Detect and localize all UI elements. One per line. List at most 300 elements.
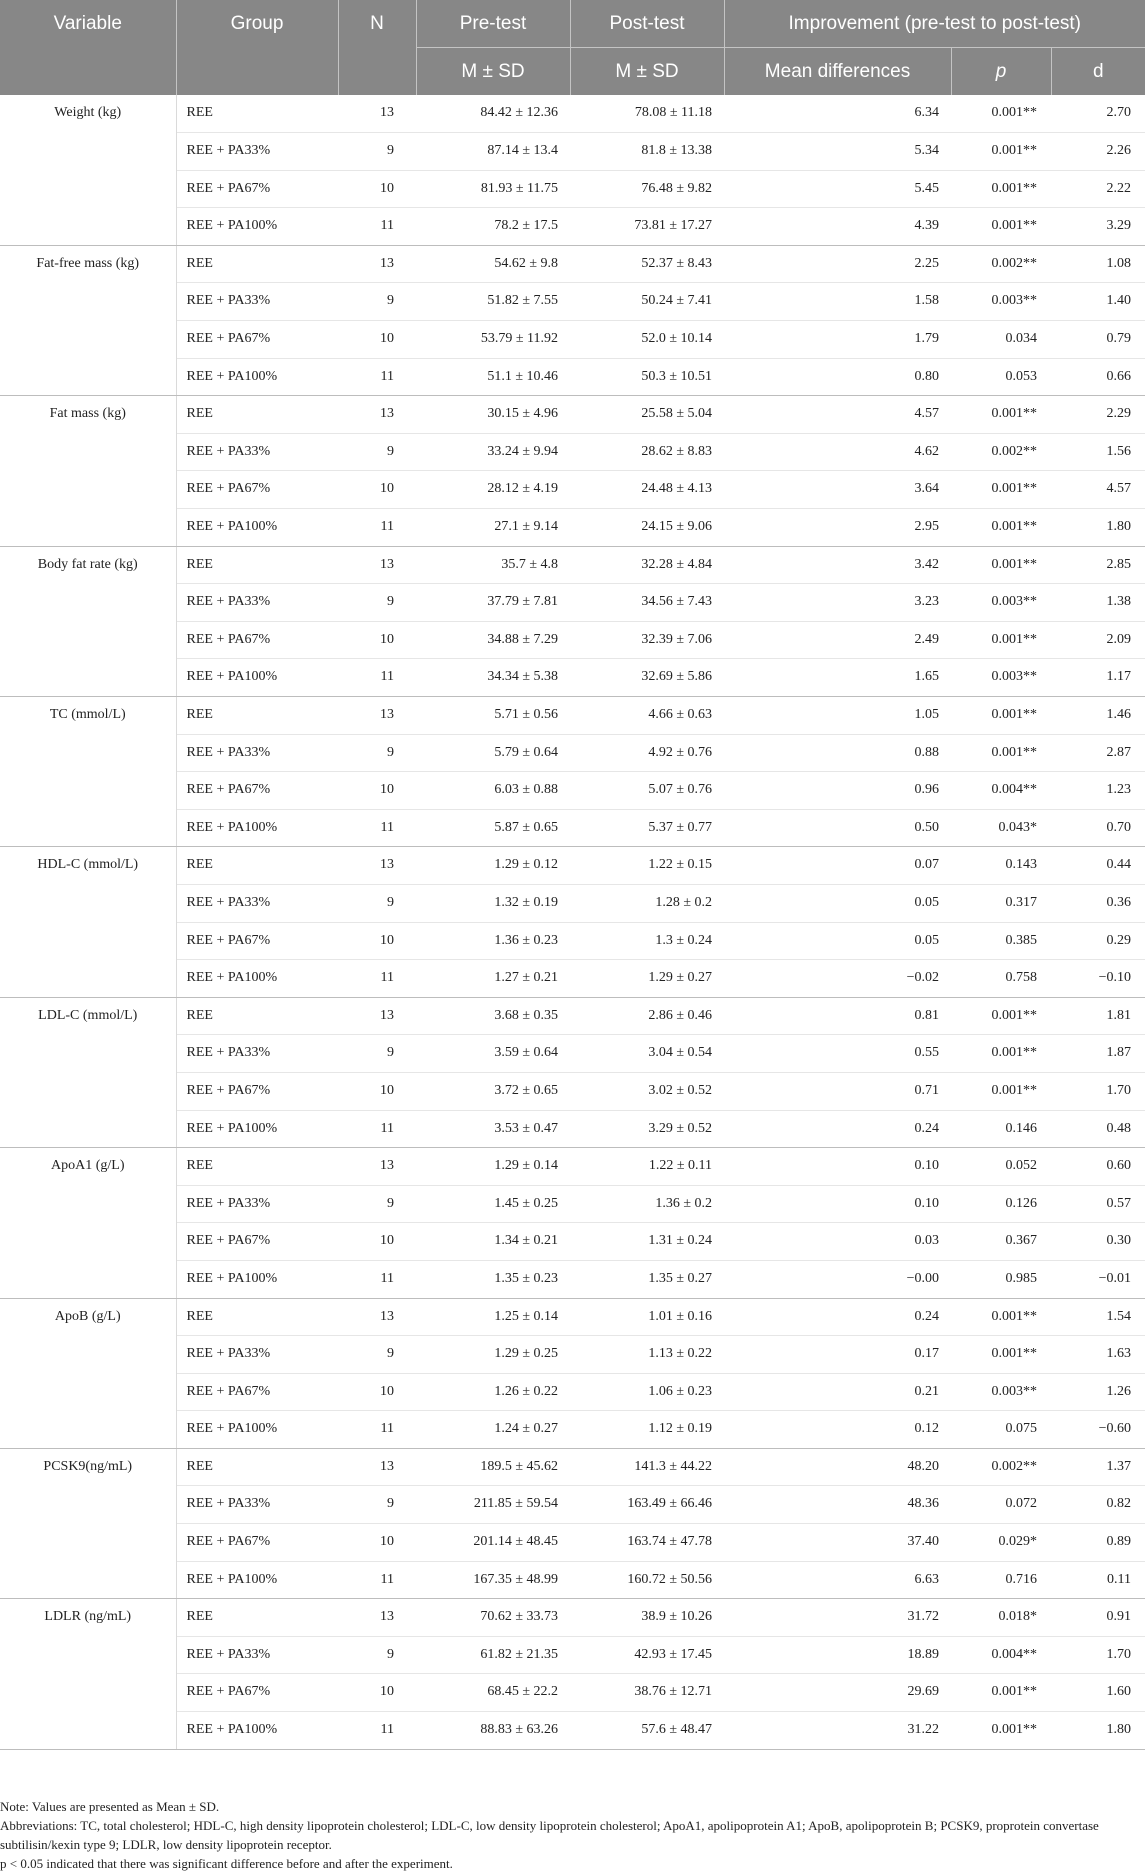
group-cell: REE bbox=[176, 1148, 338, 1186]
pre-test-cell: 167.35 ± 48.99 bbox=[416, 1561, 570, 1599]
group-cell: REE bbox=[176, 95, 338, 133]
p-value-cell: 0.034 bbox=[951, 321, 1051, 359]
group-cell: REE + PA33% bbox=[176, 433, 338, 471]
mean-diff-cell: −0.02 bbox=[724, 960, 951, 998]
group-cell: REE + PA100% bbox=[176, 358, 338, 396]
post-test-cell: 28.62 ± 8.83 bbox=[570, 433, 724, 471]
mean-diff-cell: 0.50 bbox=[724, 809, 951, 847]
effect-size-cell: −0.10 bbox=[1051, 960, 1145, 998]
pre-test-cell: 3.72 ± 0.65 bbox=[416, 1072, 570, 1110]
group-cell: REE + PA67% bbox=[176, 922, 338, 960]
p-value-cell: 0.001** bbox=[951, 95, 1051, 133]
p-value-cell: 0.001** bbox=[951, 170, 1051, 208]
effect-size-cell: 0.91 bbox=[1051, 1599, 1145, 1637]
pre-test-cell: 54.62 ± 9.8 bbox=[416, 245, 570, 283]
mean-diff-cell: 0.12 bbox=[724, 1411, 951, 1449]
effect-size-cell: 1.40 bbox=[1051, 283, 1145, 321]
post-test-cell: 73.81 ± 17.27 bbox=[570, 208, 724, 246]
group-cell: REE bbox=[176, 1599, 338, 1637]
mean-diff-cell: 4.39 bbox=[724, 208, 951, 246]
mean-diff-cell: 0.55 bbox=[724, 1035, 951, 1073]
post-test-cell: 24.48 ± 4.13 bbox=[570, 471, 724, 509]
post-test-cell: 5.07 ± 0.76 bbox=[570, 772, 724, 810]
post-test-cell: 2.86 ± 0.46 bbox=[570, 997, 724, 1035]
pre-test-cell: 1.29 ± 0.12 bbox=[416, 847, 570, 885]
p-value-cell: 0.001** bbox=[951, 208, 1051, 246]
mean-diff-cell: 0.24 bbox=[724, 1298, 951, 1336]
header-group: Group bbox=[176, 0, 338, 48]
post-test-cell: 25.58 ± 5.04 bbox=[570, 396, 724, 434]
mean-diff-cell: 0.07 bbox=[724, 847, 951, 885]
pre-test-cell: 3.59 ± 0.64 bbox=[416, 1035, 570, 1073]
effect-size-cell: 0.60 bbox=[1051, 1148, 1145, 1186]
variable-cell: Fat-free mass (kg) bbox=[0, 245, 176, 395]
post-test-cell: 3.02 ± 0.52 bbox=[570, 1072, 724, 1110]
mean-diff-cell: 31.22 bbox=[724, 1712, 951, 1750]
n-cell: 11 bbox=[338, 960, 416, 998]
post-test-cell: 163.49 ± 66.46 bbox=[570, 1486, 724, 1524]
table-row bbox=[0, 1448, 1145, 1486]
n-cell: 10 bbox=[338, 170, 416, 208]
subheader-p-label: p bbox=[995, 60, 1007, 82]
p-value-cell: 0.004** bbox=[951, 772, 1051, 810]
p-value-cell: 0.052 bbox=[951, 1148, 1051, 1186]
pre-test-cell: 51.1 ± 10.46 bbox=[416, 358, 570, 396]
effect-size-cell: 1.46 bbox=[1051, 697, 1145, 735]
group-cell: REE + PA33% bbox=[176, 1486, 338, 1524]
variable-cell: HDL-C (mmol/L) bbox=[0, 847, 176, 997]
pre-test-cell: 84.42 ± 12.36 bbox=[416, 95, 570, 133]
n-cell: 13 bbox=[338, 847, 416, 885]
group-cell: REE + PA67% bbox=[176, 321, 338, 359]
pre-test-cell: 1.34 ± 0.21 bbox=[416, 1223, 570, 1261]
pre-test-cell: 6.03 ± 0.88 bbox=[416, 772, 570, 810]
mean-diff-cell: 0.96 bbox=[724, 772, 951, 810]
mean-diff-cell: 1.79 bbox=[724, 321, 951, 359]
mean-diff-cell: 2.25 bbox=[724, 245, 951, 283]
mean-diff-cell: 48.20 bbox=[724, 1448, 951, 1486]
subheader-pre-msd: M ± SD bbox=[416, 48, 570, 96]
group-cell: REE bbox=[176, 245, 338, 283]
n-cell: 13 bbox=[338, 997, 416, 1035]
post-test-cell: 32.39 ± 7.06 bbox=[570, 621, 724, 659]
effect-size-cell: 1.37 bbox=[1051, 1448, 1145, 1486]
n-cell: 13 bbox=[338, 697, 416, 735]
pre-test-cell: 30.15 ± 4.96 bbox=[416, 396, 570, 434]
pre-test-cell: 1.27 ± 0.21 bbox=[416, 960, 570, 998]
n-cell: 9 bbox=[338, 584, 416, 622]
n-cell: 10 bbox=[338, 1072, 416, 1110]
n-cell: 11 bbox=[338, 1561, 416, 1599]
effect-size-cell: 1.54 bbox=[1051, 1298, 1145, 1336]
group-cell: REE + PA100% bbox=[176, 960, 338, 998]
mean-diff-cell: 3.23 bbox=[724, 584, 951, 622]
group-cell: REE + PA100% bbox=[176, 1110, 338, 1148]
n-cell: 13 bbox=[338, 546, 416, 584]
post-test-cell: 1.13 ± 0.22 bbox=[570, 1336, 724, 1374]
n-cell: 11 bbox=[338, 809, 416, 847]
mean-diff-cell: 37.40 bbox=[724, 1524, 951, 1562]
n-cell: 11 bbox=[338, 659, 416, 697]
n-cell: 9 bbox=[338, 884, 416, 922]
header-post-test: Post-test bbox=[570, 0, 724, 48]
n-cell: 11 bbox=[338, 1260, 416, 1298]
pre-test-cell: 88.83 ± 63.26 bbox=[416, 1712, 570, 1750]
pre-test-cell: 5.79 ± 0.64 bbox=[416, 734, 570, 772]
group-cell: REE + PA67% bbox=[176, 1072, 338, 1110]
table-body bbox=[0, 95, 1145, 1749]
group-cell: REE + PA33% bbox=[176, 1035, 338, 1073]
post-test-cell: 38.9 ± 10.26 bbox=[570, 1599, 724, 1637]
pre-test-cell: 70.62 ± 33.73 bbox=[416, 1599, 570, 1637]
post-test-cell: 1.31 ± 0.24 bbox=[570, 1223, 724, 1261]
post-test-cell: 1.22 ± 0.11 bbox=[570, 1148, 724, 1186]
p-value-cell: 0.003** bbox=[951, 584, 1051, 622]
pre-test-cell: 53.79 ± 11.92 bbox=[416, 321, 570, 359]
group-cell: REE + PA67% bbox=[176, 772, 338, 810]
effect-size-cell: 2.85 bbox=[1051, 546, 1145, 584]
post-test-cell: 1.29 ± 0.27 bbox=[570, 960, 724, 998]
p-value-cell: 0.146 bbox=[951, 1110, 1051, 1148]
p-value-cell: 0.001** bbox=[951, 471, 1051, 509]
p-value-cell: 0.367 bbox=[951, 1223, 1051, 1261]
post-test-cell: 1.01 ± 0.16 bbox=[570, 1298, 724, 1336]
variable-cell: Weight (kg) bbox=[0, 95, 176, 245]
header-row bbox=[0, 0, 1145, 48]
subheader-blank-variable bbox=[0, 48, 176, 96]
pre-test-cell: 37.79 ± 7.81 bbox=[416, 584, 570, 622]
post-test-cell: 141.3 ± 44.22 bbox=[570, 1448, 724, 1486]
n-cell: 13 bbox=[338, 1298, 416, 1336]
group-cell: REE + PA33% bbox=[176, 1636, 338, 1674]
group-cell: REE + PA67% bbox=[176, 1373, 338, 1411]
n-cell: 11 bbox=[338, 1712, 416, 1750]
group-cell: REE + PA33% bbox=[176, 133, 338, 171]
table-row bbox=[0, 997, 1145, 1035]
post-test-cell: 1.3 ± 0.24 bbox=[570, 922, 724, 960]
pre-test-cell: 81.93 ± 11.75 bbox=[416, 170, 570, 208]
n-cell: 10 bbox=[338, 922, 416, 960]
n-cell: 13 bbox=[338, 396, 416, 434]
subheader-d: d bbox=[1051, 48, 1145, 96]
mean-diff-cell: 0.71 bbox=[724, 1072, 951, 1110]
post-test-cell: 3.04 ± 0.54 bbox=[570, 1035, 724, 1073]
subheader-row bbox=[0, 48, 1145, 96]
effect-size-cell: 0.36 bbox=[1051, 884, 1145, 922]
p-value-cell: 0.001** bbox=[951, 1298, 1051, 1336]
n-cell: 9 bbox=[338, 1486, 416, 1524]
variable-cell: PCSK9(ng/mL) bbox=[0, 1448, 176, 1598]
n-cell: 11 bbox=[338, 1110, 416, 1148]
mean-diff-cell: 5.34 bbox=[724, 133, 951, 171]
p-value-cell: 0.003** bbox=[951, 1373, 1051, 1411]
n-cell: 13 bbox=[338, 95, 416, 133]
mean-diff-cell: 1.58 bbox=[724, 283, 951, 321]
note-values: Note: Values are presented as Mean ± SD. bbox=[0, 1799, 220, 1814]
variable-cell: ApoB (g/L) bbox=[0, 1298, 176, 1448]
effect-size-cell: 2.70 bbox=[1051, 95, 1145, 133]
group-cell: REE + PA33% bbox=[176, 283, 338, 321]
p-value-cell: 0.018* bbox=[951, 1599, 1051, 1637]
table-row bbox=[0, 1148, 1145, 1186]
mean-diff-cell: 4.57 bbox=[724, 396, 951, 434]
post-test-cell: 32.69 ± 5.86 bbox=[570, 659, 724, 697]
mean-diff-cell: 0.03 bbox=[724, 1223, 951, 1261]
pre-test-cell: 3.68 ± 0.35 bbox=[416, 997, 570, 1035]
p-value-cell: 0.003** bbox=[951, 283, 1051, 321]
pre-test-cell: 211.85 ± 59.54 bbox=[416, 1486, 570, 1524]
group-cell: REE + PA33% bbox=[176, 734, 338, 772]
n-cell: 9 bbox=[338, 133, 416, 171]
post-test-cell: 42.93 ± 17.45 bbox=[570, 1636, 724, 1674]
effect-size-cell: 1.60 bbox=[1051, 1674, 1145, 1712]
effect-size-cell: 0.57 bbox=[1051, 1185, 1145, 1223]
p-value-cell: 0.053 bbox=[951, 358, 1051, 396]
n-cell: 11 bbox=[338, 509, 416, 547]
effect-size-cell: 0.70 bbox=[1051, 809, 1145, 847]
p-value-cell: 0.716 bbox=[951, 1561, 1051, 1599]
mean-diff-cell: 0.17 bbox=[724, 1336, 951, 1374]
header-pre-test: Pre-test bbox=[416, 0, 570, 48]
subheader-blank-group bbox=[176, 48, 338, 96]
effect-size-cell: 1.56 bbox=[1051, 433, 1145, 471]
group-cell: REE + PA67% bbox=[176, 471, 338, 509]
post-test-cell: 5.37 ± 0.77 bbox=[570, 809, 724, 847]
pre-test-cell: 1.45 ± 0.25 bbox=[416, 1185, 570, 1223]
p-value-cell: 0.029* bbox=[951, 1524, 1051, 1562]
n-cell: 10 bbox=[338, 772, 416, 810]
post-test-cell: 1.35 ± 0.27 bbox=[570, 1260, 724, 1298]
p-value-cell: 0.002** bbox=[951, 1448, 1051, 1486]
effect-size-cell: 1.23 bbox=[1051, 772, 1145, 810]
effect-size-cell: 0.29 bbox=[1051, 922, 1145, 960]
pre-test-cell: 1.24 ± 0.27 bbox=[416, 1411, 570, 1449]
group-cell: REE + PA67% bbox=[176, 1223, 338, 1261]
p-value-cell: 0.001** bbox=[951, 1072, 1051, 1110]
effect-size-cell: 2.29 bbox=[1051, 396, 1145, 434]
pre-test-cell: 201.14 ± 48.45 bbox=[416, 1524, 570, 1562]
mean-diff-cell: 29.69 bbox=[724, 1674, 951, 1712]
n-cell: 9 bbox=[338, 283, 416, 321]
pre-test-cell: 34.88 ± 7.29 bbox=[416, 621, 570, 659]
variable-cell: LDL-C (mmol/L) bbox=[0, 997, 176, 1147]
effect-size-cell: 2.22 bbox=[1051, 170, 1145, 208]
mean-diff-cell: 0.21 bbox=[724, 1373, 951, 1411]
mean-diff-cell: 48.36 bbox=[724, 1486, 951, 1524]
mean-diff-cell: 0.24 bbox=[724, 1110, 951, 1148]
post-test-cell: 24.15 ± 9.06 bbox=[570, 509, 724, 547]
post-test-cell: 50.24 ± 7.41 bbox=[570, 283, 724, 321]
mean-diff-cell: 18.89 bbox=[724, 1636, 951, 1674]
group-cell: REE + PA67% bbox=[176, 170, 338, 208]
post-test-cell: 163.74 ± 47.78 bbox=[570, 1524, 724, 1562]
group-cell: REE bbox=[176, 847, 338, 885]
p-value-cell: 0.001** bbox=[951, 1035, 1051, 1073]
mean-diff-cell: 4.62 bbox=[724, 433, 951, 471]
n-cell: 13 bbox=[338, 1148, 416, 1186]
pre-test-cell: 51.82 ± 7.55 bbox=[416, 283, 570, 321]
mean-diff-cell: 1.05 bbox=[724, 697, 951, 735]
p-value-cell: 0.004** bbox=[951, 1636, 1051, 1674]
post-test-cell: 57.6 ± 48.47 bbox=[570, 1712, 724, 1750]
table-row bbox=[0, 697, 1145, 735]
p-value-cell: 0.126 bbox=[951, 1185, 1051, 1223]
effect-size-cell: 0.66 bbox=[1051, 358, 1145, 396]
mean-diff-cell: 3.64 bbox=[724, 471, 951, 509]
group-cell: REE bbox=[176, 697, 338, 735]
n-cell: 10 bbox=[338, 321, 416, 359]
pre-test-cell: 1.26 ± 0.22 bbox=[416, 1373, 570, 1411]
post-test-cell: 81.8 ± 13.38 bbox=[570, 133, 724, 171]
n-cell: 9 bbox=[338, 1185, 416, 1223]
effect-size-cell: 1.38 bbox=[1051, 584, 1145, 622]
p-value-cell: 0.003** bbox=[951, 659, 1051, 697]
p-value-cell: 0.001** bbox=[951, 1712, 1051, 1750]
variable-cell: LDLR (ng/mL) bbox=[0, 1599, 176, 1749]
post-test-cell: 50.3 ± 10.51 bbox=[570, 358, 724, 396]
p-value-cell: 0.001** bbox=[951, 509, 1051, 547]
n-cell: 11 bbox=[338, 208, 416, 246]
group-cell: REE + PA100% bbox=[176, 1411, 338, 1449]
post-test-cell: 76.48 ± 9.82 bbox=[570, 170, 724, 208]
group-cell: REE bbox=[176, 396, 338, 434]
group-cell: REE + PA100% bbox=[176, 1260, 338, 1298]
group-cell: REE bbox=[176, 1298, 338, 1336]
mean-diff-cell: 6.63 bbox=[724, 1561, 951, 1599]
post-test-cell: 1.28 ± 0.2 bbox=[570, 884, 724, 922]
post-test-cell: 160.72 ± 50.56 bbox=[570, 1561, 724, 1599]
variable-cell: TC (mmol/L) bbox=[0, 697, 176, 847]
variable-cell: Fat mass (kg) bbox=[0, 396, 176, 546]
group-cell: REE bbox=[176, 997, 338, 1035]
effect-size-cell: 0.82 bbox=[1051, 1486, 1145, 1524]
pre-test-cell: 1.29 ± 0.14 bbox=[416, 1148, 570, 1186]
p-value-cell: 0.385 bbox=[951, 922, 1051, 960]
effect-size-cell: 0.79 bbox=[1051, 321, 1145, 359]
effect-size-cell: 1.08 bbox=[1051, 245, 1145, 283]
mean-diff-cell: 0.88 bbox=[724, 734, 951, 772]
p-value-cell: 0.001** bbox=[951, 997, 1051, 1035]
effect-size-cell: 1.80 bbox=[1051, 1712, 1145, 1750]
post-test-cell: 4.66 ± 0.63 bbox=[570, 697, 724, 735]
n-cell: 9 bbox=[338, 1336, 416, 1374]
variable-cell: ApoA1 (g/L) bbox=[0, 1148, 176, 1298]
effect-size-cell: 0.89 bbox=[1051, 1524, 1145, 1562]
pre-test-cell: 87.14 ± 13.4 bbox=[416, 133, 570, 171]
mean-diff-cell: 31.72 bbox=[724, 1599, 951, 1637]
effect-size-cell: 1.87 bbox=[1051, 1035, 1145, 1073]
header-improvement: Improvement (pre-test to post-test) bbox=[724, 0, 1145, 48]
group-cell: REE + PA100% bbox=[176, 509, 338, 547]
table-row bbox=[0, 245, 1145, 283]
group-cell: REE bbox=[176, 546, 338, 584]
subheader-mean-diff: Mean differences bbox=[724, 48, 951, 96]
pre-test-cell: 78.2 ± 17.5 bbox=[416, 208, 570, 246]
group-cell: REE + PA100% bbox=[176, 809, 338, 847]
subheader-post-msd: M ± SD bbox=[570, 48, 724, 96]
n-cell: 9 bbox=[338, 433, 416, 471]
p-value-cell: 0.985 bbox=[951, 1260, 1051, 1298]
table-row bbox=[0, 396, 1145, 434]
effect-size-cell: 1.17 bbox=[1051, 659, 1145, 697]
p-value-cell: 0.075 bbox=[951, 1411, 1051, 1449]
p-value-cell: 0.143 bbox=[951, 847, 1051, 885]
n-cell: 10 bbox=[338, 621, 416, 659]
n-cell: 13 bbox=[338, 1599, 416, 1637]
group-cell: REE + PA100% bbox=[176, 1561, 338, 1599]
p-value-cell: 0.002** bbox=[951, 245, 1051, 283]
pre-test-cell: 33.24 ± 9.94 bbox=[416, 433, 570, 471]
pre-test-cell: 28.12 ± 4.19 bbox=[416, 471, 570, 509]
mean-diff-cell: 6.34 bbox=[724, 95, 951, 133]
pre-test-cell: 5.87 ± 0.65 bbox=[416, 809, 570, 847]
p-value-cell: 0.758 bbox=[951, 960, 1051, 998]
table-notes bbox=[0, 1797, 1140, 1873]
effect-size-cell: 3.29 bbox=[1051, 208, 1145, 246]
header-variable: Variable bbox=[0, 0, 176, 48]
pre-test-cell: 35.7 ± 4.8 bbox=[416, 546, 570, 584]
post-test-cell: 52.37 ± 8.43 bbox=[570, 245, 724, 283]
table-row bbox=[0, 847, 1145, 885]
effect-size-cell: 0.11 bbox=[1051, 1561, 1145, 1599]
mean-diff-cell: 5.45 bbox=[724, 170, 951, 208]
mean-diff-cell: 0.05 bbox=[724, 922, 951, 960]
effect-size-cell: 2.26 bbox=[1051, 133, 1145, 171]
mean-diff-cell: 1.65 bbox=[724, 659, 951, 697]
group-cell: REE + PA100% bbox=[176, 208, 338, 246]
note-significance: p < 0.05 indicated that there was significant difference before and after the experiment. bbox=[0, 1856, 453, 1871]
mean-diff-cell: 2.95 bbox=[724, 509, 951, 547]
table-row bbox=[0, 1599, 1145, 1637]
post-test-cell: 3.29 ± 0.52 bbox=[570, 1110, 724, 1148]
effect-size-cell: −0.01 bbox=[1051, 1260, 1145, 1298]
pre-test-cell: 1.25 ± 0.14 bbox=[416, 1298, 570, 1336]
effect-size-cell: 1.80 bbox=[1051, 509, 1145, 547]
pre-test-cell: 61.82 ± 21.35 bbox=[416, 1636, 570, 1674]
mean-diff-cell: 2.49 bbox=[724, 621, 951, 659]
table-row bbox=[0, 95, 1145, 133]
n-cell: 10 bbox=[338, 1674, 416, 1712]
n-cell: 10 bbox=[338, 1524, 416, 1562]
n-cell: 13 bbox=[338, 245, 416, 283]
mean-diff-cell: 3.42 bbox=[724, 546, 951, 584]
mean-diff-cell: −0.00 bbox=[724, 1260, 951, 1298]
post-test-cell: 38.76 ± 12.71 bbox=[570, 1674, 724, 1712]
group-cell: REE + PA67% bbox=[176, 1524, 338, 1562]
p-value-cell: 0.001** bbox=[951, 1674, 1051, 1712]
post-test-cell: 32.28 ± 4.84 bbox=[570, 546, 724, 584]
group-cell: REE + PA100% bbox=[176, 659, 338, 697]
group-cell: REE + PA33% bbox=[176, 884, 338, 922]
post-test-cell: 1.12 ± 0.19 bbox=[570, 1411, 724, 1449]
n-cell: 13 bbox=[338, 1448, 416, 1486]
post-test-cell: 52.0 ± 10.14 bbox=[570, 321, 724, 359]
pre-test-cell: 1.32 ± 0.19 bbox=[416, 884, 570, 922]
group-cell: REE + PA33% bbox=[176, 1185, 338, 1223]
n-cell: 11 bbox=[338, 1411, 416, 1449]
n-cell: 9 bbox=[338, 1035, 416, 1073]
mean-diff-cell: 0.05 bbox=[724, 884, 951, 922]
n-cell: 10 bbox=[338, 1373, 416, 1411]
subheader-p bbox=[951, 48, 1051, 96]
table-row bbox=[0, 546, 1145, 584]
effect-size-cell: 1.63 bbox=[1051, 1336, 1145, 1374]
effect-size-cell: 1.81 bbox=[1051, 997, 1145, 1035]
group-cell: REE + PA33% bbox=[176, 1336, 338, 1374]
group-cell: REE + PA100% bbox=[176, 1712, 338, 1750]
post-test-cell: 1.22 ± 0.15 bbox=[570, 847, 724, 885]
table-row bbox=[0, 1298, 1145, 1336]
